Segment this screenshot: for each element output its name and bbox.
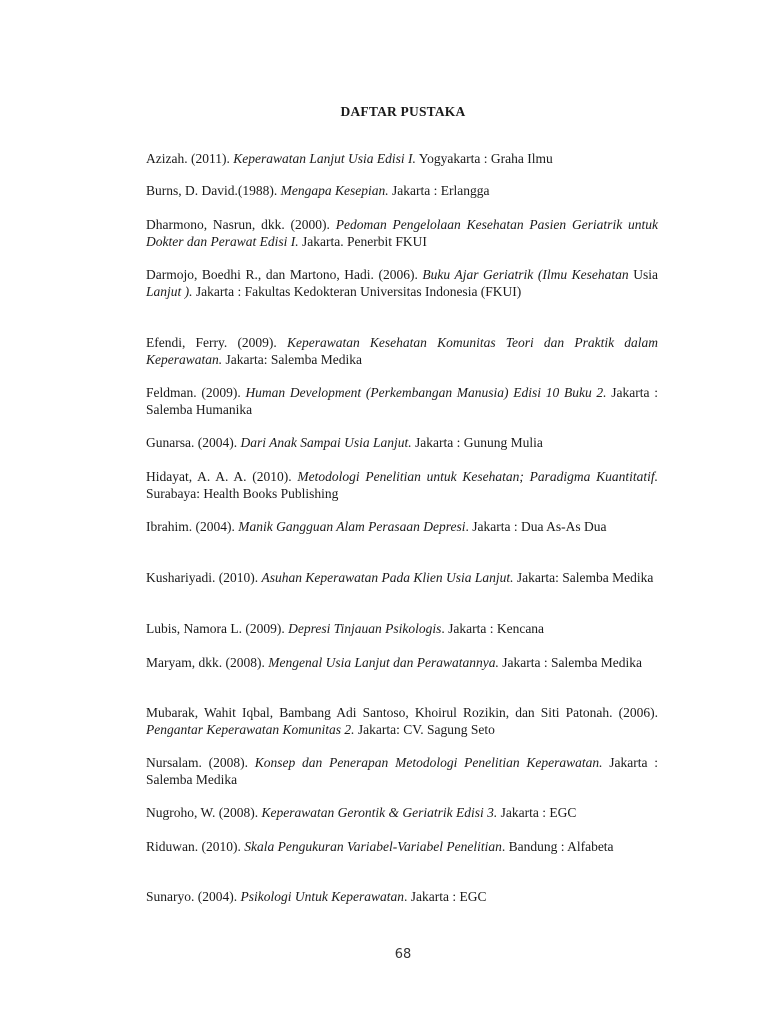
reference-title: Psikologi Untuk Keperawatan <box>240 889 404 904</box>
reference-author-year: Feldman. (2009). <box>146 385 246 400</box>
reference-entry <box>146 150 658 167</box>
reference-entry <box>146 518 658 535</box>
reference-author-year: Hidayat, A. A. A. (2010). <box>146 469 298 484</box>
reference-author-year: Maryam, dkk. (2008). <box>146 655 269 670</box>
reference-title: Pedoman Pengelolaan Kesehatan Pasien Geriatrik untuk Dokter dan Perawat Edisi I. <box>146 217 658 249</box>
reference-title: Metodologi Penelitian untuk Kesehatan; Paradigma Kuantitatif. <box>297 469 658 484</box>
reference-author-year: Nursalam. (2008). <box>146 755 255 770</box>
reference-publisher: Jakarta: Salemba Medika <box>513 570 654 585</box>
reference-author-year: Ibrahim. (2004). <box>146 519 239 534</box>
reference-author-year: Burns, D. David.(1988). <box>146 183 281 198</box>
reference-entry <box>146 569 658 586</box>
reference-publisher: Jakarta. Penerbit FKUI <box>298 234 427 249</box>
reference-entry <box>146 838 658 855</box>
reference-author-year: Azizah. (2011). <box>146 151 234 166</box>
reference-publisher: . Jakarta : Kencana <box>441 621 545 636</box>
reference-entry <box>146 804 658 821</box>
reference-publisher: Jakarta: CV. Sagung Seto <box>354 722 495 737</box>
page-title: DAFTAR PUSTAKA <box>340 104 466 119</box>
reference-publisher: Jakarta : Fakultas Kedokteran Universitas Indonesia (FKUI) <box>192 284 522 299</box>
reference-author-year: Darmojo, Boedhi R., dan Martono, Hadi. (2006). <box>146 267 423 282</box>
reference-publisher: . Jakarta : Dua As-As Dua <box>465 519 607 534</box>
reference-title: Keperawatan Gerontik & Geriatrik Edisi 3. <box>261 805 498 820</box>
reference-title: Pengantar Keperawatan Komunitas 2. <box>146 722 355 737</box>
reference-entry <box>146 704 658 738</box>
page-number: 68 <box>394 947 412 962</box>
reference-title: Asuhan Keperawatan Pada Klien Usia Lanjut. <box>261 570 514 585</box>
reference-title: Mengenal Usia Lanjut dan Perawatannya. <box>268 655 499 670</box>
reference-author-year: Dharmono, Nasrun, dkk. (2000). <box>146 217 336 232</box>
reference-entry <box>146 434 658 451</box>
reference-publisher: Jakarta : EGC <box>497 805 577 820</box>
reference-entry <box>146 468 658 502</box>
reference-publisher: Jakarta : Salemba Humanika <box>146 385 658 417</box>
reference-publisher: Surabaya: Health Books Publishing <box>146 486 339 501</box>
reference-publisher: . Jakarta : EGC <box>403 889 487 904</box>
reference-author-year: Kushariyadi. (2010). <box>146 570 262 585</box>
reference-title-part: Lanjut ). <box>146 284 193 299</box>
reference-publisher: Jakarta: Salemba Medika <box>222 352 362 367</box>
reference-publisher: Jakarta : Erlangga <box>388 183 490 198</box>
reference-title: Buku Ajar Geriatrik (Ilmu Kesehatan <box>422 267 629 282</box>
reference-title: Human Development (Perkembangan Manusia) Edisi 10 Buku 2. <box>245 385 607 400</box>
reference-entry <box>146 888 658 905</box>
reference-publisher: Jakarta : Salemba Medika <box>146 755 658 787</box>
reference-title: Manik Gangguan Alam Perasaan Depresi <box>238 519 466 534</box>
reference-publisher: Jakarta : Gunung Mulia <box>411 435 543 450</box>
reference-title: Mengapa Kesepian. <box>280 183 389 198</box>
reference-author-year: Efendi, Ferry. (2009). <box>146 335 287 350</box>
reference-publisher: Jakarta : Salemba Medika <box>498 655 643 670</box>
reference-entry <box>146 182 658 199</box>
reference-publisher: . Bandung : Alfabeta <box>501 839 614 854</box>
reference-entry <box>146 216 658 250</box>
reference-author-year: Sunaryo. (2004). <box>146 889 241 904</box>
reference-publisher: Yogyakarta : Graha Ilmu <box>415 151 553 166</box>
reference-author-year: Riduwan. (2010). <box>146 839 245 854</box>
reference-title: Depresi Tinjauan Psikologis <box>288 621 442 636</box>
reference-entry <box>146 654 658 671</box>
reference-title: Skala Pengukuran Variabel-Variabel Penelitian <box>244 839 502 854</box>
reference-author-year: Mubarak, Wahit Iqbal, Bambang Adi Santoso, Khoirul Rozikin, dan Siti Patonah. (2006). <box>146 705 658 720</box>
reference-entry <box>146 334 658 368</box>
reference-entry <box>146 384 658 418</box>
reference-title: Keperawatan Lanjut Usia Edisi I. <box>233 151 416 166</box>
reference-entry <box>146 620 658 637</box>
reference-title: Konsep dan Penerapan Metodologi Penelitian Keperawatan. <box>254 755 603 770</box>
reference-title-part: Usia <box>628 267 658 282</box>
reference-author-year: Gunarsa. (2004). <box>146 435 241 450</box>
reference-title: Keperawatan Kesehatan Komunitas Teori dan Praktik dalam Keperawatan. <box>146 335 659 367</box>
reference-entry <box>146 754 658 788</box>
reference-title: Dari Anak Sampai Usia Lanjut. <box>240 435 412 450</box>
reference-author-year: Lubis, Namora L. (2009). <box>146 621 289 636</box>
reference-entry <box>146 266 658 300</box>
reference-author-year: Nugroho, W. (2008). <box>146 805 262 820</box>
